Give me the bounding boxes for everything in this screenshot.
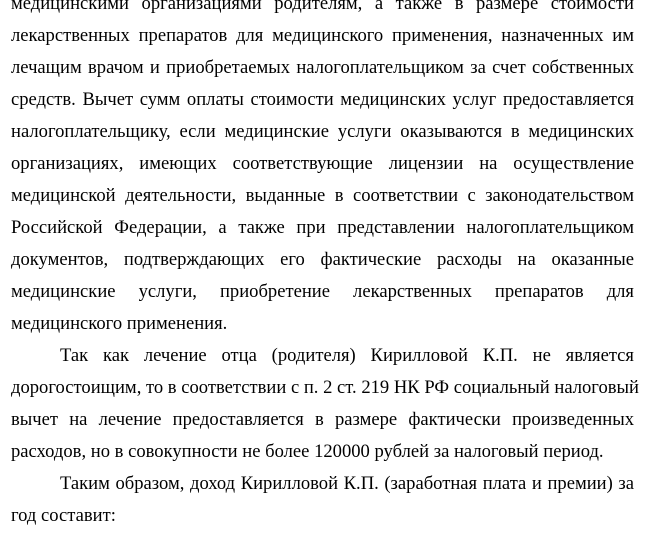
text-line: медицинского применения. (11, 313, 228, 334)
text-line: лекарственных препаратов для медицинского применения, назначенных им (11, 25, 634, 46)
text-line: медицинской деятельности, выданные в соответствии с законодательством (11, 185, 634, 206)
text-line: лечащим врачом и приобретаемых налогоплательщиком за счет собственных (11, 57, 634, 78)
document-page (11, 0, 639, 532)
paragraph-deduction-limit (11, 340, 639, 468)
paragraph-medical-deduction-conditions (11, 0, 634, 340)
text-line: медицинские услуги, приобретение лекарственных препаратов для (11, 281, 634, 302)
text-line: медицинскими организациями родителям, а также в размере стоимости (11, 0, 634, 14)
text-line: вычет на лечение предоставляется в размере фактически произведенных (11, 409, 634, 430)
text-line: Российской Федерации, а также при представлении налогоплательщиком (11, 217, 634, 238)
text-line: средств. Вычет сумм оплаты стоимости медицинских услуг предоставляется (11, 89, 634, 110)
text-line: Таким образом, доход Кирилловой К.П. (заработная плата и премии) за (60, 473, 634, 494)
text-line: дорогостоищим, то в соответствии с п. 2 ст. 219 НК РФ социальный налоговый (11, 377, 639, 398)
paragraph-annual-income (11, 468, 634, 532)
text-line: организациях, имеющих соответствующие лицензии на осуществление (11, 153, 634, 174)
text-line: год составит: (11, 505, 116, 526)
text-line: расходов, но в совокупности не более 120000 рублей за налоговый период. (11, 441, 604, 462)
text-line: налогоплательщику, если медицинские услуги оказываются в медицинских (11, 121, 634, 142)
text-line: документов, подтверждающих его фактические расходы на оказанные (11, 249, 634, 270)
text-line: Так как лечение отца (родителя) Кирилловой К.П. не является (60, 345, 634, 366)
